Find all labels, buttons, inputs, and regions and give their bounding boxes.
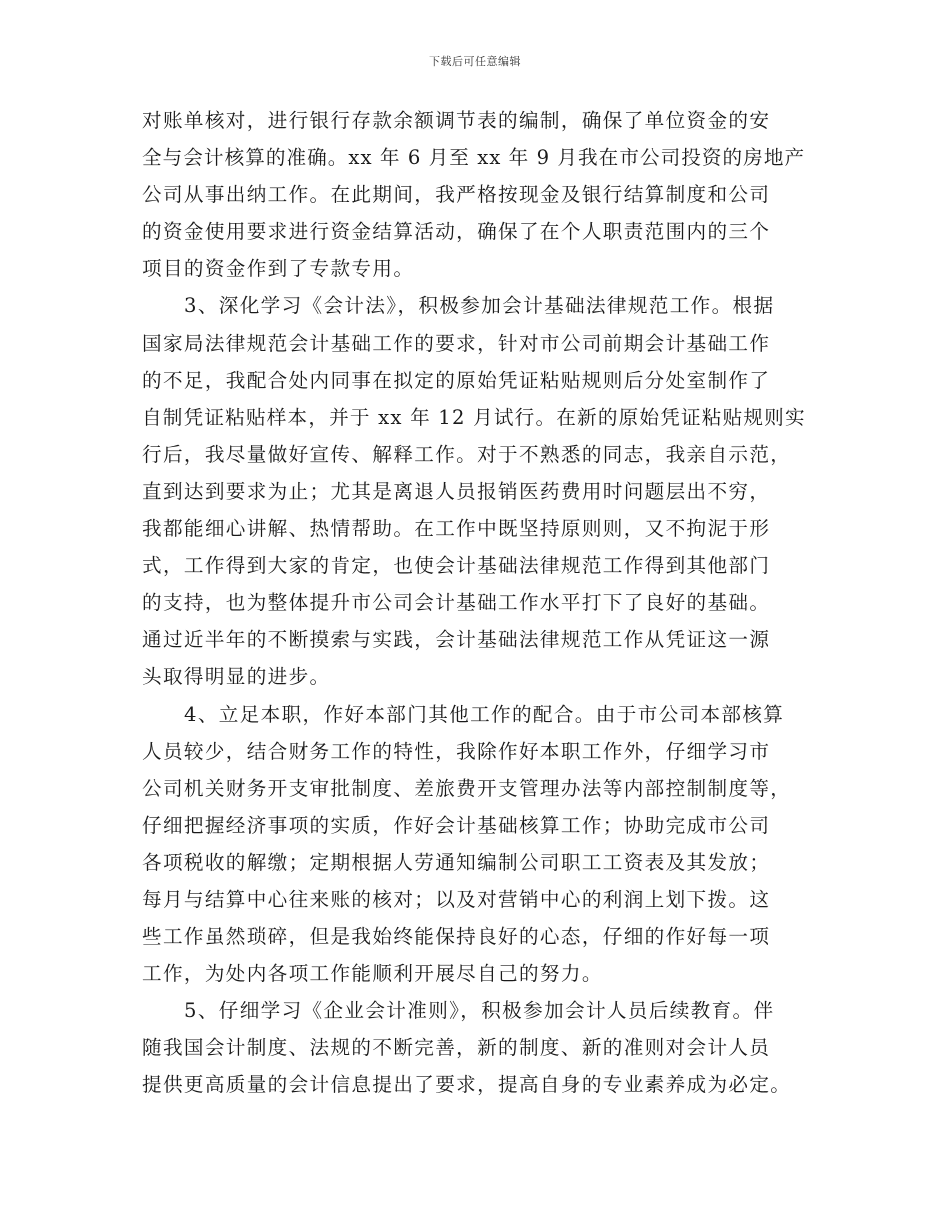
- text-line: 对账单核对，进行银行存款余额调节表的编制，确保了单位资金的安: [142, 109, 771, 132]
- text-line: 公司从事出纳工作。在此期间，我严格按现金及银行结算制度和公司: [142, 183, 771, 207]
- page-header: 下载后可任意编辑: [429, 55, 521, 68]
- text-line: 项目的资金作到了专款专用。: [142, 257, 415, 281]
- text-line: 的支持，也为整体提升市公司会计基础工作水平打下了良好的基础。: [142, 591, 771, 615]
- text-line: 3、深化学习《会计法》，积极参加会计基础法律规范工作。根据: [184, 294, 775, 318]
- text-line: 的资金使用要求进行资金结算活动，确保了在个人职责范围内的三个: [142, 220, 771, 244]
- document-body: [142, 102, 810, 1104]
- text-line: 头取得明显的进步。: [142, 665, 331, 689]
- text-line: 些工作虽然琐碎，但是我始终能保持良好的心态，仔细的作好每一项: [142, 925, 771, 949]
- text-line: 各项税收的解缴；定期根据人劳通知编制公司职工工资表及其发放；: [142, 850, 771, 874]
- text-line: 通过近半年的不断摸索与实践，会计基础法律规范工作从凭证这一源: [142, 628, 771, 652]
- text-line: 提供更高质量的会计信息提出了要求，提高自身的专业素养成为必定。: [142, 1073, 792, 1097]
- text-line: 式，工作得到大家的肯定，也使会计基础法律规范工作得到其他部门: [142, 554, 771, 578]
- text-line: 随我国会计制度、法规的不断完善，新的制度、新的准则对会计人员: [142, 1036, 771, 1060]
- text-line: 仔细把握经济事项的实质，作好会计基础核算工作；协助完成市公司: [142, 813, 771, 837]
- text-line: 的不足，我配合处内同事在拟定的原始凭证粘贴规则后分处室制作了: [142, 368, 771, 392]
- text-line: 全与会计核算的准确。xx 年 6 月至 xx 年 9 月我在市公司投资的房地产: [142, 146, 806, 170]
- text-line: 行后，我尽量做好宣传、解释工作。对于不熟悉的同志，我亲自示范，: [142, 442, 792, 466]
- text-line: 5、仔细学习《企业会计准则》，积极参加会计人员后续教育。伴: [184, 999, 775, 1023]
- text-line: 人员较少，结合财务工作的特性，我除作好本职工作外，仔细学习市: [142, 739, 771, 763]
- text-line: 国家局法律规范会计基础工作的要求，针对市公司前期会计基础工作: [142, 331, 771, 355]
- text-line: 公司机关财务开支审批制度、差旅费开支管理办法等内部控制制度等，: [142, 776, 792, 800]
- text-line: 每月与结算中心往来账的核对；以及对营销中心的利润上划下拨。这: [142, 887, 771, 911]
- text-line: 自制凭证粘贴样本，并于 xx 年 12 月试行。在新的原始凭证粘贴规则实: [142, 405, 806, 429]
- text-line: 我都能细心讲解、热情帮助。在工作中既坚持原则则，又不拘泥于形: [142, 517, 771, 541]
- text-line: 直到达到要求为止；尤其是离退人员报销医药费用时问题层出不穷，: [142, 479, 771, 503]
- text-line: 4、立足本职，作好本部门其他工作的配合。由于市公司本部核算: [184, 702, 785, 726]
- text-line: 工作，为处内各项工作能顺利开展尽自己的努力。: [142, 962, 603, 986]
